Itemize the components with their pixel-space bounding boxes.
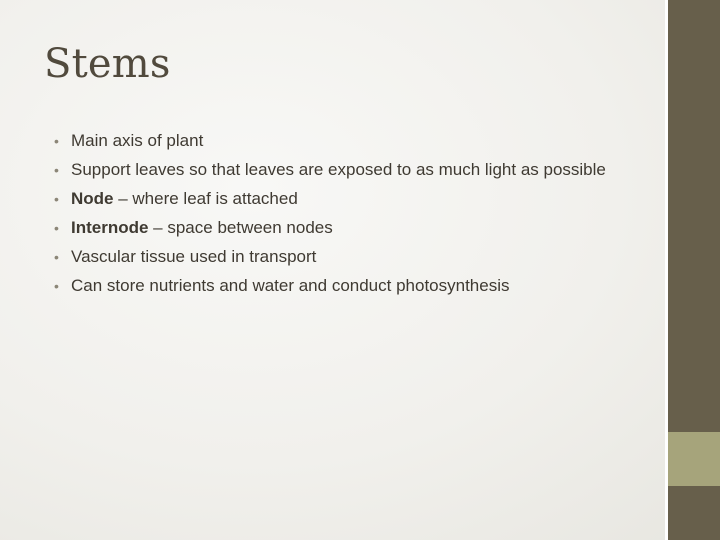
bullet-icon: • — [54, 133, 59, 149]
bullet-item — [54, 217, 624, 239]
bullet-item — [54, 159, 624, 181]
bullet-item — [54, 130, 624, 152]
bullet-term: Node — [71, 189, 114, 208]
bullet-icon: • — [54, 249, 59, 265]
bullet-text: Can store nutrients and water and conduct photosynthesis — [71, 276, 510, 295]
bullet-item — [54, 188, 624, 210]
bullet-item — [54, 246, 624, 268]
bullet-icon: • — [54, 220, 59, 236]
bullet-icon: • — [54, 191, 59, 207]
bullet-item — [54, 275, 624, 297]
bullet-text: Main axis of plant — [71, 131, 204, 150]
bullet-text: – where leaf is attached — [113, 189, 298, 208]
bullet-term: Internode — [71, 218, 149, 237]
bullet-text: – space between nodes — [148, 218, 333, 237]
slide-title: Stems — [44, 41, 171, 87]
sidebar-accent-block — [668, 432, 720, 486]
bullet-text: Vascular tissue used in transport — [71, 247, 317, 266]
bullet-icon: • — [54, 278, 59, 294]
bullet-text: Support leaves so that leaves are exposed to as much light as possible — [71, 160, 606, 179]
bullet-icon: • — [54, 162, 59, 178]
bullet-list — [54, 130, 624, 297]
